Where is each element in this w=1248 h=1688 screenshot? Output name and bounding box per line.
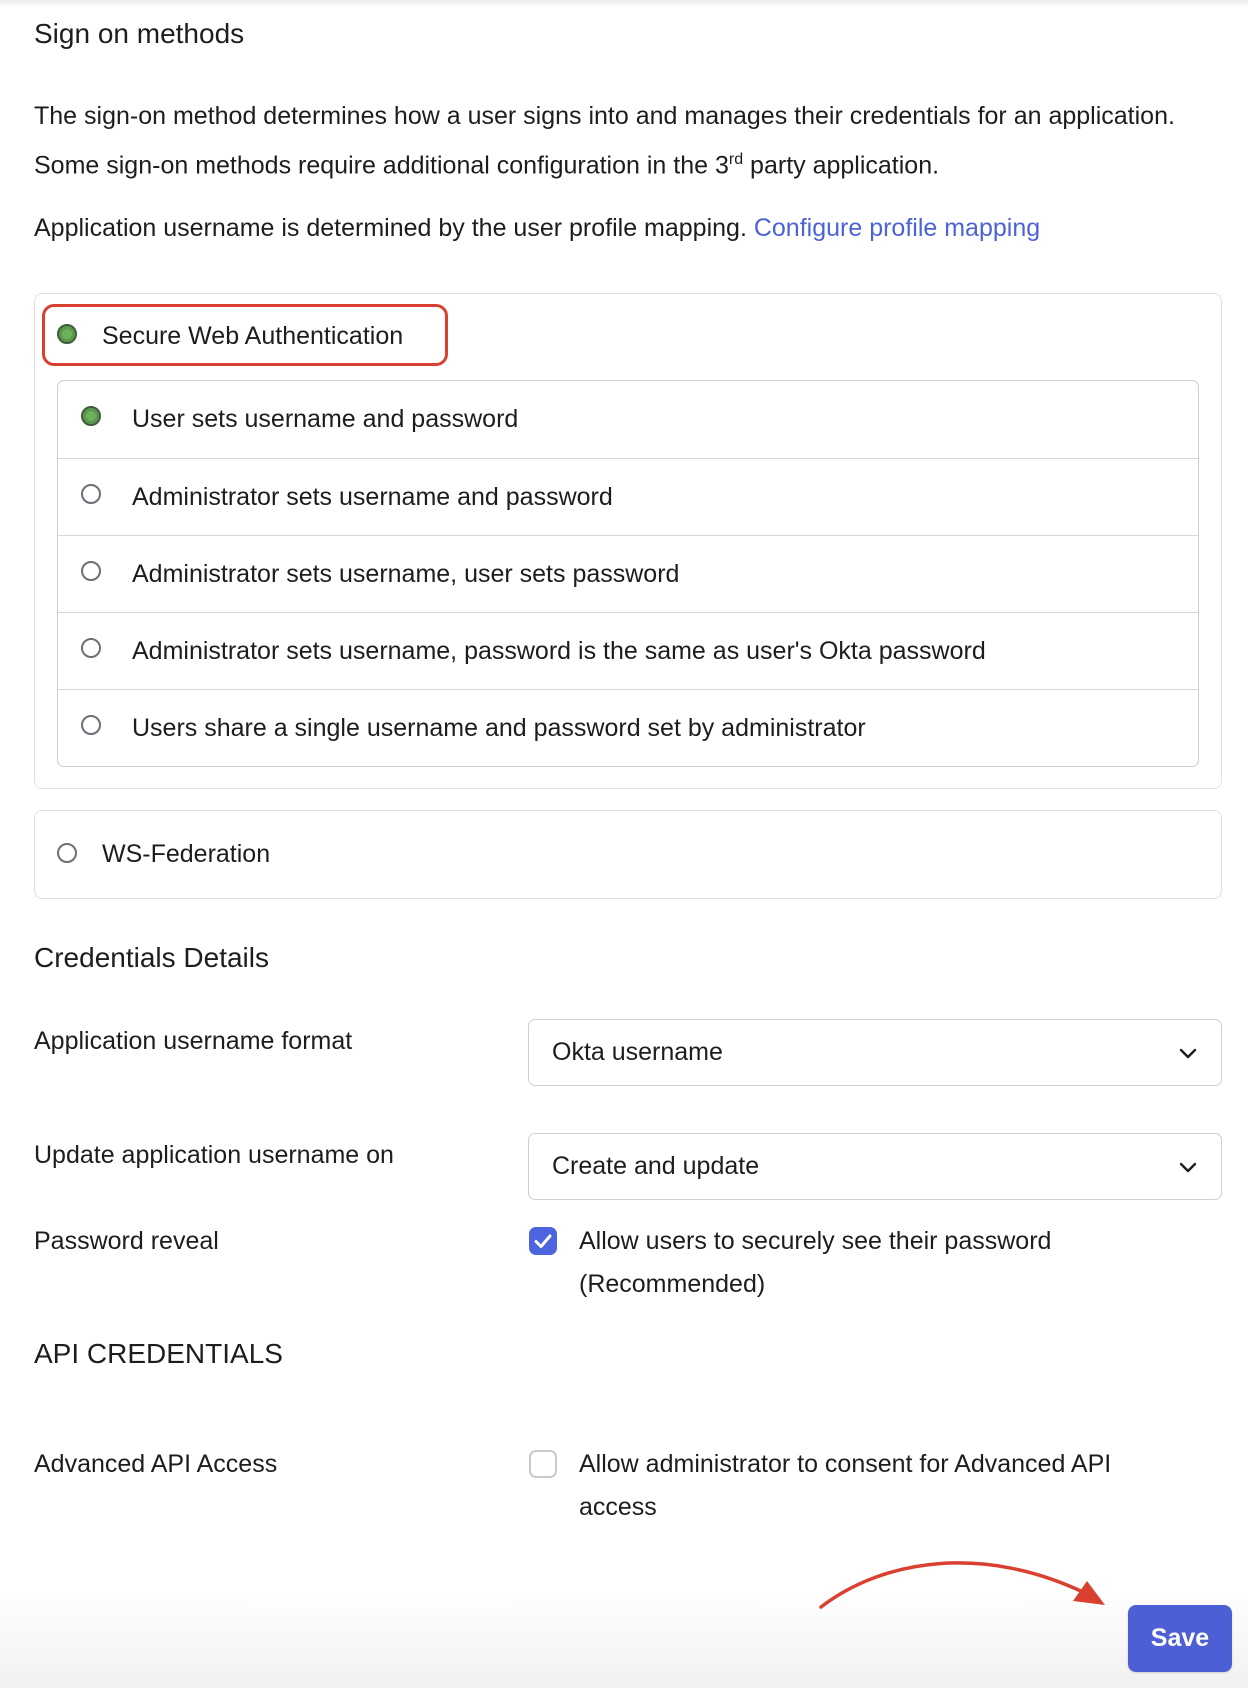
username-format-label: Application username format <box>34 1027 353 1055</box>
option-label[interactable]: Administrator sets username and password <box>132 483 613 511</box>
ws-federation-card[interactable] <box>34 810 1222 899</box>
configure-profile-mapping-link[interactable]: Configure profile mapping <box>753 214 1041 242</box>
description-text: The sign-on method determines how a user signs into and manages their credentials for an application. Some sign-on methods require additional configuration in the 3 <box>34 102 1175 180</box>
swa-option-row[interactable] <box>58 612 1198 689</box>
password-reveal-checkbox[interactable] <box>529 1227 557 1255</box>
option-radio-user-sets[interactable] <box>81 406 101 426</box>
update-on-select[interactable] <box>528 1133 1222 1200</box>
checkmark-icon <box>529 1227 557 1255</box>
ws-federation-radio[interactable] <box>57 843 77 863</box>
annotation-arrow-icon <box>815 1553 1115 1613</box>
option-radio-admin-username-user-password[interactable] <box>81 561 101 581</box>
swa-option-row[interactable] <box>58 458 1198 535</box>
advanced-api-label: Advanced API Access <box>34 1450 278 1478</box>
description-text-end: party application. <box>743 151 940 180</box>
swa-option-row[interactable] <box>58 381 1198 458</box>
chevron-down-icon <box>1177 1042 1199 1064</box>
option-label[interactable]: Administrator sets username, user sets password <box>132 560 680 588</box>
password-reveal-label: Password reveal <box>34 1227 219 1255</box>
swa-option-row[interactable] <box>58 689 1198 766</box>
option-radio-admin-sets[interactable] <box>81 484 101 504</box>
profile-mapping-text: Application username is determined by the user profile mapping. <box>34 214 747 242</box>
sign-on-methods-heading: Sign on methods <box>34 18 245 49</box>
advanced-api-checkbox[interactable] <box>529 1450 557 1478</box>
option-label[interactable]: Administrator sets username, password is the same as user's Okta password <box>132 637 986 665</box>
swa-options-list <box>57 380 1199 767</box>
profile-mapping-note <box>34 207 1040 250</box>
update-on-label: Update application username on <box>34 1141 394 1169</box>
username-format-value: Okta username <box>552 1038 723 1066</box>
save-button[interactable]: Save <box>1128 1605 1232 1672</box>
credentials-details-heading: Credentials Details <box>34 942 269 973</box>
top-shadow <box>0 0 1248 8</box>
option-label[interactable]: Users share a single username and password set by administrator <box>132 714 866 742</box>
advanced-api-text[interactable]: Allow administrator to consent for Advanced API access <box>579 1450 1112 1521</box>
ws-federation-label[interactable]: WS-Federation <box>102 840 271 868</box>
option-radio-shared[interactable] <box>81 715 101 735</box>
chevron-down-icon <box>1177 1156 1199 1178</box>
annotation-highlight-box <box>42 304 448 366</box>
option-label[interactable]: User sets username and password <box>132 405 519 433</box>
swa-option-row[interactable] <box>58 535 1198 612</box>
password-reveal-text[interactable]: Allow users to securely see their password (Recommended) <box>579 1227 1052 1298</box>
option-radio-okta-password[interactable] <box>81 638 101 658</box>
username-format-select[interactable] <box>528 1019 1222 1086</box>
description-superscript: rd <box>728 151 744 168</box>
update-on-value: Create and update <box>552 1152 760 1180</box>
sign-on-description <box>34 95 1224 187</box>
api-credentials-heading: API CREDENTIALS <box>34 1338 283 1369</box>
swa-label[interactable]: Secure Web Authentication <box>102 322 404 350</box>
